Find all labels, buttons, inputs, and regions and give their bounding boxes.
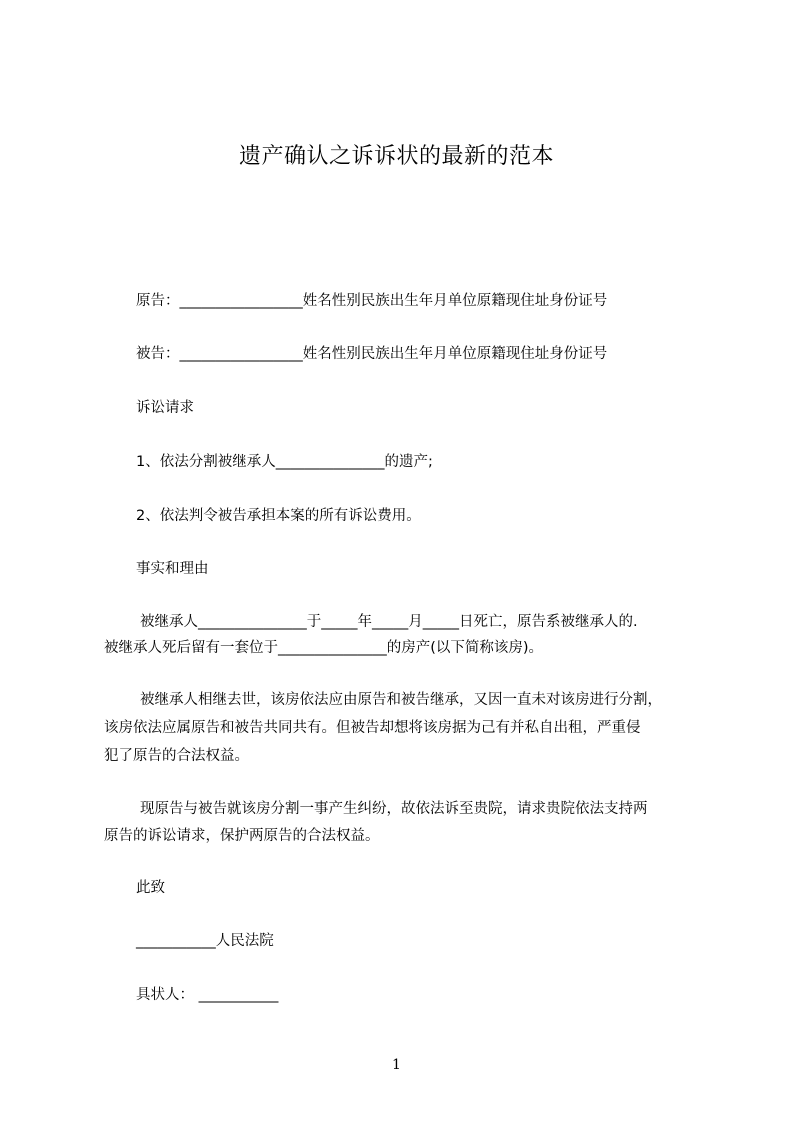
facts-paragraph-1-line-2: 被继承人死后留有一套位于_______________的房产(以下简称该房)。 <box>104 640 544 656</box>
facts-paragraph-1-line-1: 被继承人_______________于_____年_____月_____日死亡，原告系被继承人的. <box>140 614 638 630</box>
claims-heading: 诉讼请求 <box>136 400 194 416</box>
court-line: ___________人民法院 <box>136 933 274 949</box>
facts-paragraph-3-line-2: 原告的诉讼请求，保护两原告的合法权益。 <box>104 828 380 844</box>
facts-paragraph-2-line-1: 被继承人相继去世，该房依法应由原告和被告继承，又因一直未对该房进行分割， <box>140 692 662 708</box>
facts-heading: 事实和理由 <box>136 561 209 577</box>
claim-item-1: 1、依法分割被继承人_______________的遗产; <box>136 454 433 470</box>
facts-paragraph-3-line-1: 现原告与被告就该房分割一事产生纠纷，故依法诉至贵院，请求贵院依法支持两 <box>140 801 648 817</box>
closing-salutation: 此致 <box>136 880 165 896</box>
plaintiff-line: 原告：_________________姓名性别民族出生年月单位原籍现住址身份证号 <box>136 293 608 309</box>
defendant-line: 被告：_________________姓名性别民族出生年月单位原籍现住址身份证号 <box>136 346 608 362</box>
claim-item-2: 2、依法判令被告承担本案的所有诉讼费用。 <box>136 508 421 524</box>
signer-line: 具状人： ___________ <box>136 987 279 1003</box>
document-title: 遗产确认之诉诉状的最新的范本 <box>238 144 554 169</box>
facts-paragraph-2-line-2: 该房依法应属原告和被告共同共有。但被告却想将该房据为己有并私自出租，严重侵 <box>104 720 641 736</box>
page-number: 1 <box>392 1057 401 1073</box>
facts-paragraph-2-line-3: 犯了原告的合法权益。 <box>104 748 249 764</box>
